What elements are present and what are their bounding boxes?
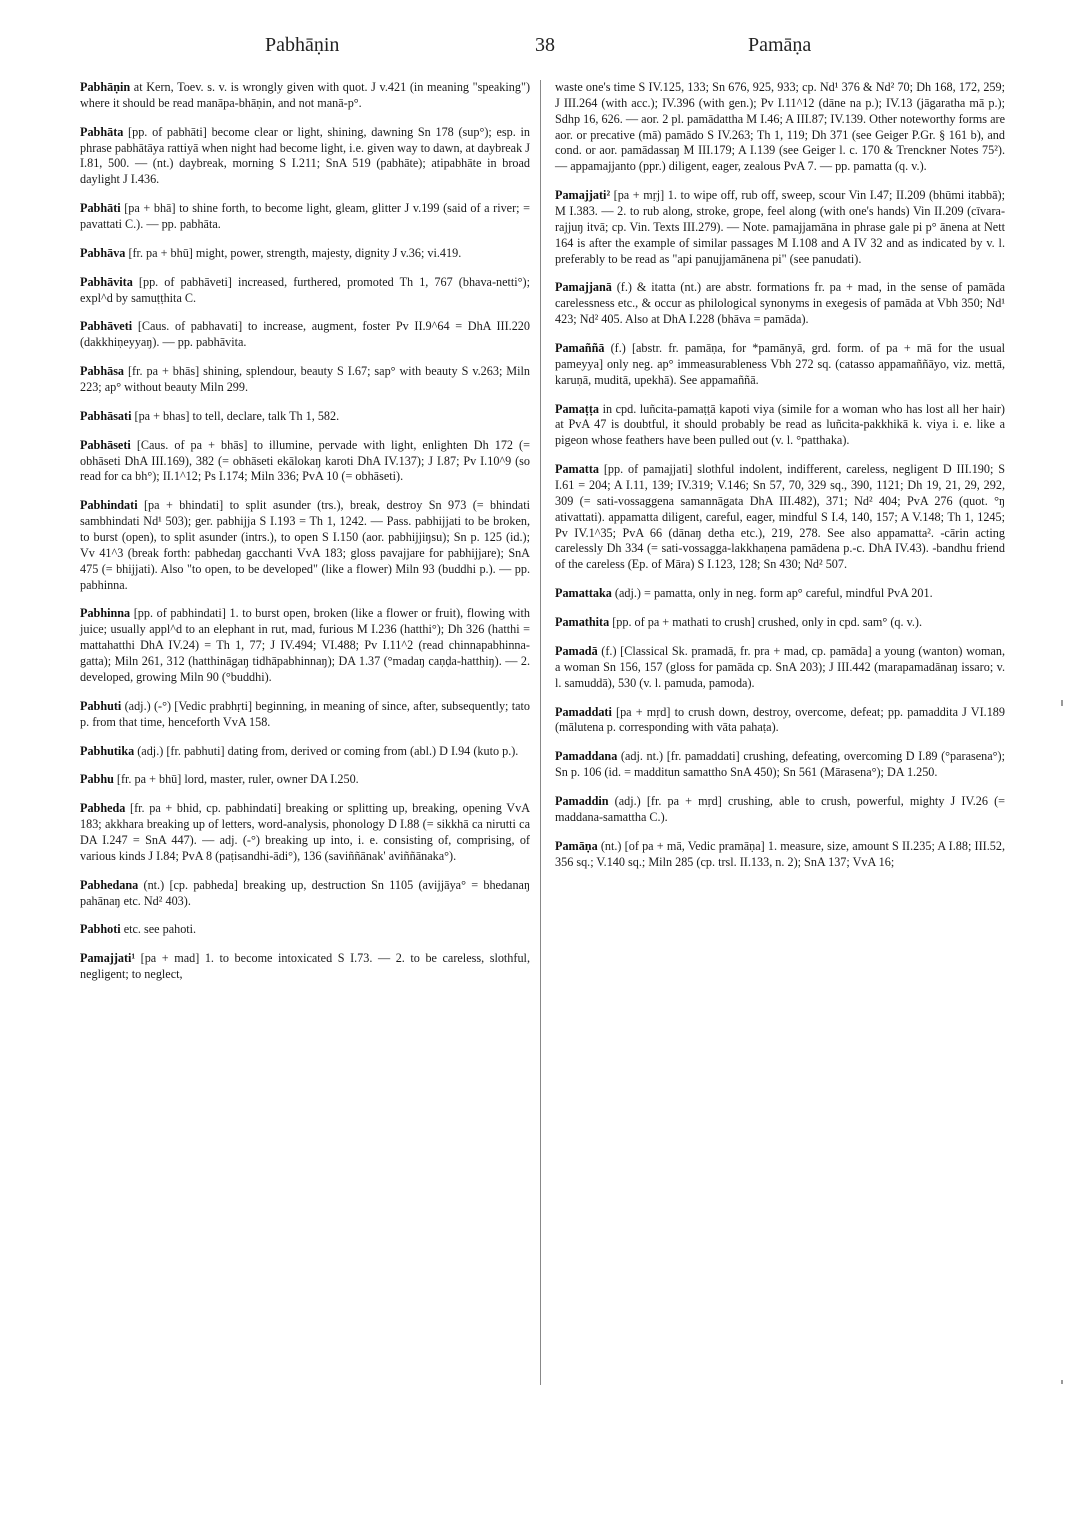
page-number: 38 — [535, 34, 555, 56]
entry-definition: [pa + bhā] to shine forth, to become light, gleam, glitter J v.199 (said of a river; = pavattati C.). — pp. pabhāta. — [80, 201, 530, 232]
entry-definition: (nt.) [cp. pabheda] breaking up, destruction Sn 1105 (avijjāya° = bhedanaŋ pahānaŋ etc. Nd² 403). — [80, 877, 530, 908]
entry-headword: Pabhāṇin — [80, 80, 131, 94]
entry-headword: Pabhāsati — [80, 408, 132, 423]
entry-definition: [pa + mṛd] to crush down, destroy, overcome, defeat; pp. pamaddita J VI.189 (mālutena p. corresponding with vāta pahaṭa). — [555, 704, 1005, 735]
entry-definition: (adj.) (-°) [Vedic prabhṛti] beginning, in meaning of since, after, subsequently; tato p. from that time, henceforth VvA 158. — [80, 698, 530, 729]
entry-definition: [Caus. of pa + bhās] to illumine, pervade with light, enlighten Dh 172 (= obhāseti DhA III.169), 382 (= obhāseti ekālokaŋ karoti DhA IV.137); J I.87; Pv I.10^9 (so read for ca bh°); II.1^12; Ps I.174; Miln 336; PvA 10 (= obhāseti). — [80, 437, 530, 484]
entry-definition: at Kern, Toev. s. v. is wrongly given with quot. J v.421 (in meaning "speaking") where it should be read manāpa-bhāṇin, and not manā-p°. — [80, 80, 530, 110]
entry-headword: Pabhāveti — [80, 319, 133, 334]
entry-definition: (f.) [abstr. fr. pamāṇa, for *pamānyā, grd. form. of pa + mā for the usual pameyya] only neg. ap° immeasurableness Vbh 272 sq. (catasso appamaññāyo, viz. mettā, karuṇā, muditā, upekhā). See appamaññā. — [555, 341, 1005, 387]
entry-definition: [fr. pa + bhās] shining, splendour, beauty S I.67; sap° with beauty S v.263; Miln 223; ap° without beauty Miln 299. — [80, 364, 530, 395]
entry-headword: Pabheda — [80, 801, 126, 816]
dictionary-entry — [80, 80, 530, 112]
entry-headword: Pabhāti — [80, 201, 121, 216]
entry-definition: [fr. pa + bhid, cp. pabhindati] breaking or splitting up, breaking, opening VvA 183; akkhara breaking up of letters, word-analysis, phonology D I.88 (= sikkhā ca nirutti ca DA I.247 = SnA 447). — adj. (-°) breaking up into, i. e. consisting of, comprising, of various kinds J I.84; PvA 8 (paṭisandhi-ādi°), 136 (saviññānak' aviññānaka°). — [80, 801, 530, 863]
dictionary-entry — [80, 606, 530, 685]
entry-headword: Pamajjati² — [555, 188, 611, 203]
dictionary-entry — [80, 498, 530, 593]
entry-definition: (adj. nt.) [fr. pamaddati] crushing, defeating, overcoming D I.89 (°parasena°); Sn p. 106 (id. = madditun samatthο SnA 450); Sn 561 (Mārasena°); DA 1.250. — [555, 749, 1005, 780]
dictionary-entry — [80, 699, 530, 731]
entry-definition: [pp. of pabhindati] 1. to burst open, broken (like a flower or fruit), flowing with juice; usually appl^d to an elephant in rut, mad, furious M I.236 (hatthi°); Dh 326 (hatthi = mattahatthi DhA IV.24) = Th 1, 77; J IV.494; VI.488; Pv I.11^2 (read chinnapabhinna-gatta); Miln 261, 312 (hatthināgaŋ tidhāpabhinnaŋ); DA 1.37 (°madaŋ caṇḍa-hatthiŋ). — 2. developed, growing Miln 90 (°buddhi). — [80, 606, 530, 684]
entry-headword: Pamajjati¹ — [80, 951, 136, 966]
entry-definition: [fr. pa + bhū] lord, master, ruler, owner DA I.250. — [113, 772, 359, 787]
entry-definition: [pp. of pabhāveti] increased, furthered, promoted Th 1, 767 (bhava-netti°); expl^d by samuṭṭhita C. — [80, 274, 530, 305]
entry-definition: [Caus. of pabhavati] to increase, augment, foster Pv II.9^64 = DhA III.220 (dakkhiṇeyyaŋ). — pp. pabhāvita. — [80, 319, 530, 350]
entry-headword: Pamāṇa — [555, 838, 598, 853]
dictionary-entry — [80, 201, 530, 233]
dictionary-entry — [555, 644, 1005, 692]
entry-headword: Pamajjanā — [555, 280, 612, 295]
entry-definition: [fr. pa + bhū] might, power, strength, majesty, dignity J v.36; vi.419. — [125, 245, 462, 260]
entry-headword: Pabhuti — [80, 698, 122, 713]
entry-definition: [pp. of pabhāti] become clear or light, shining, dawning Sn 178 (sup°); esp. in phrase pabhātāya rattiyā when night had become light, i.e. given way to dawn, at daybreak J I.81, 500. — (nt.) daybreak, morning S I.211; SnA 519 (pabhāte); atipabhāte in broad daylight J I.436. — [80, 124, 530, 187]
entry-headword: Pabhu — [80, 772, 114, 787]
entry-headword: Pamattaka — [555, 586, 612, 601]
page-edge-mark — [1061, 700, 1063, 706]
entry-headword: Pamaddati — [555, 704, 612, 719]
dictionary-entry — [555, 80, 1005, 175]
entry-headword: Pamadā — [555, 643, 598, 658]
header-right-guide-word: Pamāṇa — [748, 34, 812, 56]
dictionary-entry — [555, 188, 1005, 267]
dictionary-entry — [80, 438, 530, 486]
dictionary-entry — [555, 462, 1005, 573]
entry-definition: waste one's time S IV.125, 133; Sn 676, 925, 933; cp. Nd¹ 376 & Nd² 70; Dh 168, 172, 259; J III.264 (with acc.); IV.396 (with gen.); Pv I.11^12 (dāne na p.); IV.13 (jāgaratha mā p.); Sdhp 16, 626. — aor. 2 pl. pamādattha M I.46; A III.87; IV.139. Other noteworthy forms are aor. or precative (mā) pamādo S IV.263; Th 1, 119; Dh 371 (see Geiger P.Gr. § 161 b), and cond. or aor. pamādassaŋ M III.179; A I.139 (see Geiger l. c. 170 & Trenckner Notes 75²). — appamajjanto (ppr.) diligent, eager, zealous PvA 7. — pp. pamatta (q. v.). — [555, 80, 1005, 174]
dictionary-entry — [80, 275, 530, 307]
entry-definition: in cpd. luñcita-pamaṭṭā kapoti viya (simile for a woman who has lost all her hair) at PvA 47 is doubtful, it should probably be read as luñcita-pakkhikā k. viya i. e. like a pigeon whose feathers have been pulled out (v. l. °patthaka). — [555, 401, 1005, 448]
dictionary-entry — [555, 280, 1005, 328]
entry-definition: (nt.) [of pa + mā, Vedic pramāṇa] 1. measure, size, amount S II.235; A I.88; III.52, 356 sq.; V.140 sq.; Miln 285 (cp. trsl. II.133, n. 2); SnA 137; VvA 16; — [555, 838, 1005, 869]
running-header — [80, 30, 1010, 60]
entry-headword: Pabhāseti — [80, 437, 131, 452]
dictionary-entry — [80, 744, 530, 760]
right-column — [555, 80, 1005, 883]
page-edge-mark — [1061, 1380, 1063, 1384]
dictionary-entry — [80, 878, 530, 910]
entry-definition: (adj.) [fr. pabhuti] dating from, derived or coming from (abl.) D I.94 (kuto p.). — [134, 743, 519, 758]
dictionary-entry — [555, 402, 1005, 450]
entry-headword: Pamathita — [555, 615, 610, 630]
entry-headword: Pabhāvita — [80, 274, 133, 289]
entry-definition: [pp. of pamajjati] slothful indolent, indifferent, careless, negligent D III.190; S I.61 = 204; A I.11, 139; IV.319; V.146; Sn 57, 70, 329 sq., 390, 1121; Dh 19, 21, 29, 292, 309 (= sati-vossaggena samannāgata DhA III.482), 371; Nd² 404; PvA 276 (quot. °ŋ ativattati). appamatta diligent, careful, eager, mindful S I.4, 140, 157; A V.148; Th 1, 1245; Pv IV.1^35; PvA 66 (dānaŋ detha etc.), 219, 278. See also appamatta². -cārin acting carelessly Dh 334 (= sati-vossagga-lakkhaṇena pamādena p.-c. DhA IV.43). -bandhu friend of the careless (Ep. of Māra) S I.123, 128; Sn 430; Nd² 507. — [555, 462, 1005, 572]
entry-definition: etc. see pahoti. — [120, 922, 197, 937]
entry-headword: Pabhinna — [80, 606, 131, 621]
dictionary-entry — [80, 319, 530, 351]
dictionary-entry — [80, 409, 530, 425]
entry-headword: Pamaññā — [555, 341, 605, 356]
entry-headword: Pabhutika — [80, 743, 135, 758]
entry-definition: [pp. of pa + mathati to crush] crushed, only in cpd. sam° (q. v.). — [609, 615, 923, 630]
dictionary-entry — [555, 341, 1005, 389]
left-column — [80, 80, 530, 996]
entry-definition: [pa + mṛj] 1. to wipe off, rub off, sweep, scour Vin I.47; II.209 (bhūmi itabbā); M I.383. — 2. to rub along, stroke, grope, feel along (with one's hands) Vin II.209 (cīvara-rajjuŋ itvā; cp. Vin. Texts III.279). — Note. pamajjamāna in phrase gale pi p° ānena at Nett 164 is after the example of similar passages M I.108 and A IV 32 and as indicated by v. l. preferably to be read as "api panujjamānena pi" (see panudati). — [555, 188, 1005, 266]
dictionary-entry — [555, 749, 1005, 781]
dictionary-entry — [555, 615, 1005, 631]
dictionary-entry — [555, 705, 1005, 737]
entry-headword: Pamaṭṭa — [555, 401, 599, 416]
dictionary-entry — [555, 586, 1005, 602]
column-divider — [540, 80, 541, 1385]
entry-headword: Pabhāta — [80, 124, 124, 139]
entry-headword: Pamaddin — [555, 793, 609, 808]
header-left-guide-word: Pabhāṇin — [265, 34, 340, 56]
dictionary-entry — [80, 801, 530, 864]
dictionary-entry — [80, 364, 530, 396]
entry-headword: Pamatta — [555, 462, 599, 477]
entry-definition: (f.) [Classical Sk. pramadā, fr. pra + mad, cp. pamāda] a young (wanton) woman, a woman Sn 156, 157 (gloss for pamāda cp. SnA 203); J III.442 (marapamadānaŋ issaro; v. l. samuddā), 530 (v. l. pamuda, pamoda). — [555, 643, 1005, 690]
entry-headword: Pabhāva — [80, 245, 126, 260]
entry-headword: Pamaddana — [555, 749, 618, 764]
dictionary-entry — [555, 839, 1005, 871]
dictionary-entry — [80, 951, 530, 983]
dictionary-entry — [80, 772, 530, 788]
dictionary-entry — [555, 794, 1005, 826]
entry-headword: Pabhindati — [80, 498, 138, 513]
dictionary-entry — [80, 922, 530, 938]
entry-definition: (f.) & itatta (nt.) are abstr. formations fr. pa + mad, in the sense of pamāda carelessness etc., & occur as philological synonyms in exegesis of pamāda at Vbh 350; Nd¹ 423; Nd² 405. Also at DhA I.228 (bhāva = pamāda). — [555, 280, 1005, 327]
entry-definition: [pa + mad] 1. to become intoxicated S I.73. — 2. to be careless, slothful, negligent; to neglect, — [80, 951, 530, 982]
entry-definition: [pa + bhindati] to split asunder (trs.), break, destroy Sn 973 (= bhindati sambhindati Nd¹ 503); ger. pabhijja S I.193 = Th 1, 1242. — Pass. pabhijjati to be broken, to burst (open), to split asunder (intrs.), to open S I.150 (aor. pabhijjiŋsu); Sn p. 125 (id.); Vv 41^3 (break forth: pabhedaŋ gacchanti VvA 183; gloss pavajjare for pabhijjare); SnA 475 (= bhijjati). Also "to open, to be developed" (like a flower) Miln 93 (buddhi p.). — pp. pabhinna. — [80, 498, 530, 592]
entry-definition: (adj.) = pamatta, only in neg. form ap° careful, mindful PvA 201. — [611, 586, 933, 601]
entry-headword: Pabhāsa — [80, 364, 125, 379]
entry-headword: Pabhedana — [80, 877, 139, 892]
dictionary-entry — [80, 246, 530, 262]
dictionary-entry — [80, 125, 530, 188]
entry-headword: Pabhoti — [80, 922, 121, 937]
entry-definition: (adj.) [fr. pa + mṛd] crushing, able to crush, powerful, mighty J IV.26 (= maddana-samattha C.). — [555, 793, 1005, 824]
entry-definition: [pa + bhas] to tell, declare, talk Th 1, 582. — [131, 408, 340, 423]
